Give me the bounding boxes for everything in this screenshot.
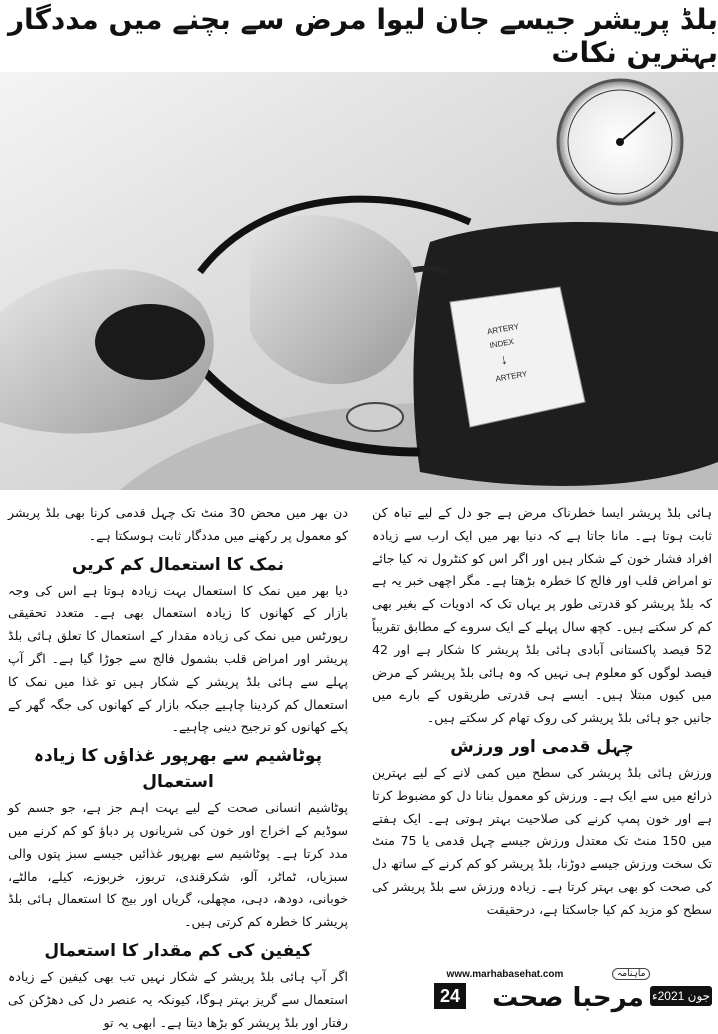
potassium-paragraph: پوٹاشیم انسانی صحت کے لیے بہت اہم جز ہے، جو جسم کو سوڈیم کے اخراج اور خون کی شریانوں پر دباؤ کو کم کرنے میں مدد کرتا ہے۔ پوٹاشیم سے بھرپور غذائیں جیسے سبز پتوں والی سبزیاں، ٹماٹر، آلو، شکرقندی، تربوز، خربوزے، کیلے، مالٹے، خوبانی، دودھ، دہی، مچھلی، گریاں اور بیج کا استعمال ہائی بلڈ پریشر کا خطرہ کم کرتی ہیں۔ bbox=[8, 800, 348, 930]
issue-date: جون 2021ء bbox=[650, 986, 712, 1006]
walking-paragraph: ورزش ہائی بلڈ پریشر کی سطح میں کمی لانے کے لیے بہترین ذرائع میں سے ایک ہے۔ ورزش کو معمول بنانا دل کو مضبوط کرتا ہے اور خون پمپ کرنے کی صلاحیت بہتر ہوتی ہے۔ ایک ہفتے میں 150 منٹ تک معتدل ورزش جیسے چہل قدمی یا 75 منٹ تک سخت ورزش جیسے دوڑنا، بلڈ پریشر کو کم کرنے کے ساتھ دل کی صحت کو بھی بہتر کرتا ہے۔ زیادہ ورزش سے بلڈ پریشر کی سطح کو مزید کم کیا جاسکتا ہے، درحقیقت bbox=[372, 764, 712, 917]
website-link[interactable]: www.marhabasehat.com bbox=[446, 969, 564, 980]
magazine-logo: مرحبا صحت bbox=[492, 983, 644, 1013]
cuff-label-line1: ARTERY bbox=[486, 321, 520, 337]
title-band bbox=[0, 0, 718, 72]
caffeine-paragraph: اگر آپ ہائی بلڈ پریشر کے شکار نہیں تب بھی کیفین کے زیادہ استعمال سے گریز بہتر ہوگا، کیونکہ یہ عنصر دل کی دھڑکن کی رفتار اور بلڈ پریشر کو بڑھا دیتا ہے۔ ابھی یہ تو bbox=[8, 968, 348, 1030]
cuff-label-line3: ARTERY bbox=[494, 369, 529, 384]
heading-potassium: پوٹاشیم سے بھرپور غذاؤں کا زیادہ استعمال bbox=[34, 746, 322, 793]
heading-salt: نمک کا استعمال کم کریں bbox=[71, 554, 285, 575]
page-number: 24 bbox=[434, 983, 466, 1009]
intro-paragraph: ہائی بلڈ پریشر ایسا خطرناک مرض ہے جو دل کے لیے تباہ کن ثابت ہوتا ہے۔ مانا جاتا ہے کہ دنیا بھر میں ایک ارب سے زیادہ افراد فشار خون کے شکار ہیں اور اگر اس کو کنٹرول نہ کیا جائے تو امراض قلب اور فالج کا خطرہ بڑھتا ہے۔ مگر اچھی خبر یہ ہے کہ بلڈ پریشر کو قدرتی طور پر یہاں تک کہ ادویات کے بغیر بھی کم کر سکتے ہیں۔ کچھ سال پہلے کے ایک سروے کے مطابق تقریباً 52 فیصد پاکستانی آبادی ہائی بلڈ پریشر کا شکار ہے اور 42 فیصد لوگوں کو معلوم ہی نہیں کہ وہ ہائی بلڈ پریشر کے مرض میں کیوں مبتلا ہیں۔ ایسے ہی قدرتی طریقوں کے بارے میں جانیں جو ہائی بلڈ پریشر کی روک تھام کر سکتے ہیں۔ bbox=[372, 505, 712, 726]
cuff-label-line2: INDEX bbox=[488, 337, 515, 351]
magazine-tag: ماہنامہ bbox=[612, 968, 650, 980]
blood-pressure-photo bbox=[0, 72, 718, 490]
salt-paragraph: دیا بھر میں نمک کا استعمال بہت زیادہ ہوتا ہے اس کی وجہ بازار کے کھانوں کا زیادہ استعمال بھی ہے۔ متعدد تحقیقی رپورٹس میں نمک کی زیادہ مقدار کے استعمال کا تعلق ہائی بلڈ پریشر اور امراض قلب بشمول فالج سے جوڑا گیا ہے۔ اگر آپ پہلے سے ہائی بلڈ پریشر کے شکار ہیں تو غذا میں نمک کا استعمال کم کردینا چاہیے جبکہ بازار کے کھانوں کی جگہ گھر کے پکے کھانوں کو ترجیح دینی چاہیے۔ bbox=[8, 582, 348, 735]
walking-continued: دن بھر میں محض 30 منٹ تک چہل قدمی کرنا بھی بلڈ پریشر کو معمول پر رکھنے میں مددگار ثابت ہوسکتا ہے۔ bbox=[8, 505, 348, 543]
heading-caffeine: کیفین کی کم مقدار کا استعمال bbox=[44, 940, 312, 961]
heading-walking-exercise: چہل قدمی اور ورزش bbox=[450, 736, 634, 757]
article-title: بلڈ پریشر جیسے جان لیوا مرض سے بچنے میں مددگار بہترین نکات bbox=[7, 3, 718, 69]
right-column bbox=[372, 502, 712, 922]
cuff-arrow: ↓ bbox=[498, 350, 509, 368]
